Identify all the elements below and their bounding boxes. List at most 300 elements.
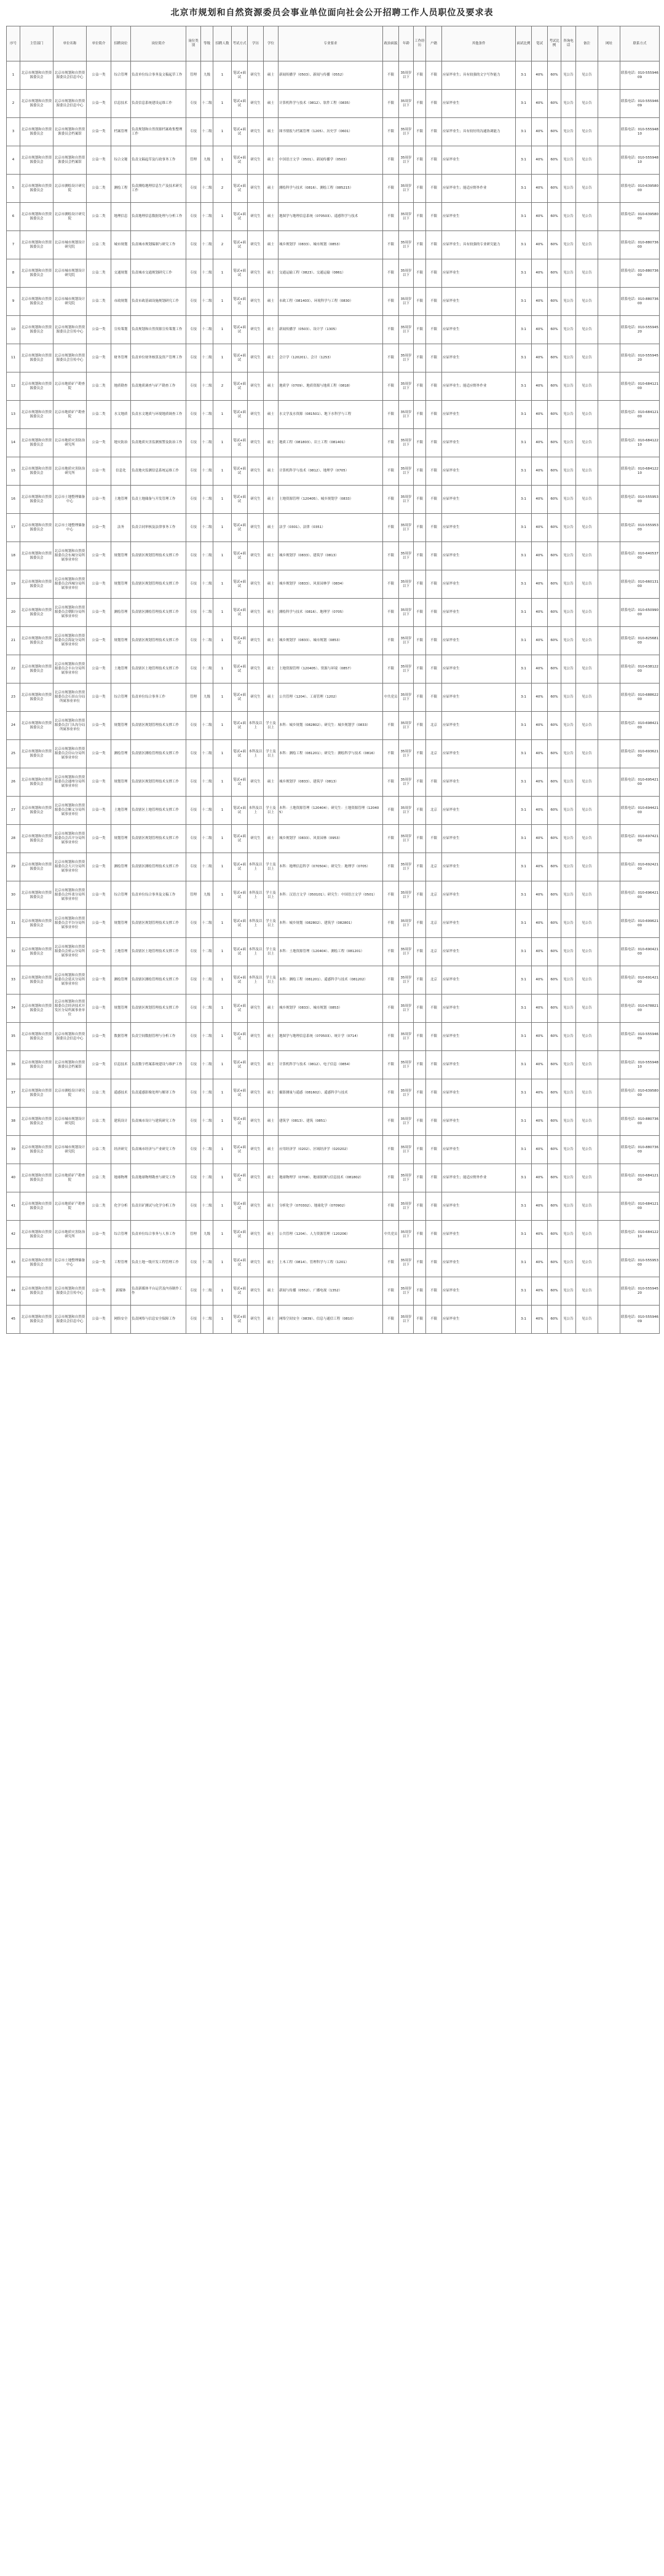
table-cell: 十二级 bbox=[201, 542, 213, 570]
table-cell: 1 bbox=[213, 401, 232, 429]
table-cell: 公益一类 bbox=[87, 825, 111, 853]
table-cell: 不限 bbox=[383, 203, 399, 231]
table-cell: 1 bbox=[213, 570, 232, 599]
table-cell: 1 bbox=[213, 90, 232, 118]
table-cell: 联系电话：010-68412100 bbox=[620, 401, 660, 429]
table-cell: 联系电话：010-69362100 bbox=[620, 740, 660, 768]
table-cell: 城乡规划学（0833）、建筑学（0813） bbox=[279, 768, 383, 797]
table-cell: 35周岁以下 bbox=[399, 712, 414, 740]
table-cell: 专技 bbox=[186, 1277, 201, 1306]
table-cell: 40% bbox=[532, 825, 548, 853]
column-header: 招聘人数 bbox=[213, 26, 232, 61]
table-cell: 1 bbox=[213, 514, 232, 542]
table-cell: 负责空间数据管理与分析工作 bbox=[131, 1023, 186, 1051]
table-cell: 负责辖区规划管理技术支撑工作 bbox=[131, 712, 186, 740]
table-cell: 1 bbox=[213, 1277, 232, 1306]
table-cell: 十二级 bbox=[201, 259, 213, 288]
table-cell: 负责辖区规划管理技术支撑工作 bbox=[131, 910, 186, 938]
table-cell: 北京市规划和自然资源委员会信息中心 bbox=[53, 90, 87, 118]
table-cell: 35周岁以下 bbox=[399, 966, 414, 995]
table-cell: 北京 bbox=[426, 712, 442, 740]
table-cell: 北京市规划和自然资源委员会 bbox=[20, 344, 53, 372]
table-cell bbox=[598, 1306, 620, 1334]
table-cell: 见公告 bbox=[576, 825, 598, 853]
table-cell: 应届毕业生 bbox=[442, 146, 516, 175]
table-cell: 专技 bbox=[186, 627, 201, 655]
table-cell: 应届毕业生 bbox=[442, 1192, 516, 1221]
table-cell: 3:1 bbox=[516, 570, 532, 599]
table-cell: 十二级 bbox=[201, 1306, 213, 1334]
table-cell: 1 bbox=[213, 995, 232, 1023]
table-cell: 笔试+面试 bbox=[232, 740, 248, 768]
table-cell: 硕士 bbox=[264, 570, 279, 599]
table-cell: 水文地质 bbox=[111, 401, 131, 429]
table-cell: 北京市地质矿产勘查院 bbox=[53, 372, 87, 401]
table-cell: 公益二类 bbox=[87, 288, 111, 316]
table-cell: 公益二类 bbox=[87, 175, 111, 203]
table-cell: 60% bbox=[548, 966, 561, 995]
table-cell: 3:1 bbox=[516, 853, 532, 881]
table-cell: 北京市规划和自然资源委员会 bbox=[20, 1164, 53, 1192]
table-cell bbox=[598, 231, 620, 259]
table-cell: 1 bbox=[213, 881, 232, 910]
table-cell: 北京市规划和自然资源委员会 bbox=[20, 825, 53, 853]
table-cell: 北京市规划和自然资源委员会 bbox=[20, 429, 53, 457]
table-cell: 1 bbox=[213, 1051, 232, 1079]
table-cell: 60% bbox=[548, 768, 561, 797]
table-cell: 1 bbox=[213, 797, 232, 825]
table-cell: 地理信息 bbox=[111, 203, 131, 231]
table-cell: 应届毕业生；能适应野外作业 bbox=[442, 372, 516, 401]
table-cell: 研究生 bbox=[248, 429, 264, 457]
table-cell: 北京市城市规划设计研究院 bbox=[53, 231, 87, 259]
table-cell: 不限 bbox=[414, 683, 426, 712]
table-cell: 公益一类 bbox=[87, 61, 111, 90]
table-cell: 应届毕业生 bbox=[442, 881, 516, 910]
table-cell: 40% bbox=[532, 740, 548, 768]
table-cell: 35周岁以下 bbox=[399, 401, 414, 429]
table-cell: 负责辖区土地管理技术支撑工作 bbox=[131, 797, 186, 825]
table-cell: 1 bbox=[213, 740, 232, 768]
table-row bbox=[7, 1277, 660, 1306]
table-cell: 专技 bbox=[186, 570, 201, 599]
table-cell: 北京市规划和自然资源委员会信息中心 bbox=[53, 1306, 87, 1334]
table-cell: 40% bbox=[532, 599, 548, 627]
table-cell: 见公告 bbox=[561, 655, 576, 683]
table-cell: 公益一类 bbox=[87, 514, 111, 542]
table-row bbox=[7, 995, 660, 1023]
table-cell: 十二级 bbox=[201, 740, 213, 768]
table-cell: 38 bbox=[7, 1108, 20, 1136]
table-cell: 35周岁以下 bbox=[399, 910, 414, 938]
table-cell: 40% bbox=[532, 853, 548, 881]
table-cell: 北京市规划和自然资源委员会 bbox=[20, 259, 53, 288]
table-cell bbox=[598, 938, 620, 966]
table-cell: 综合文秘 bbox=[111, 146, 131, 175]
table-cell: 笔试+面试 bbox=[232, 938, 248, 966]
table-cell: 硕士 bbox=[264, 175, 279, 203]
table-cell: 联系电话：010-69842100 bbox=[620, 712, 660, 740]
table-cell: 市政工程（081403）、环境科学与工程（0830） bbox=[279, 288, 383, 316]
table-cell: 35周岁以下 bbox=[399, 599, 414, 627]
table-row bbox=[7, 570, 660, 599]
table-cell: 40% bbox=[532, 712, 548, 740]
table-cell bbox=[598, 118, 620, 146]
table-cell: 水文学及水资源（081501）、地下水科学与工程 bbox=[279, 401, 383, 429]
table-cell: 35周岁以下 bbox=[399, 1023, 414, 1051]
table-cell bbox=[598, 853, 620, 881]
table-cell: 中国语言文学（0501）、新闻传播学（0503） bbox=[279, 146, 383, 175]
table-cell: 负责辖区测绘管理技术支撑工作 bbox=[131, 853, 186, 881]
table-cell: 专技 bbox=[186, 486, 201, 514]
table-cell: 公益一类 bbox=[87, 712, 111, 740]
table-cell: 十二级 bbox=[201, 1108, 213, 1136]
table-cell: 北京市规划和自然资源委员会信息中心 bbox=[53, 61, 87, 90]
table-cell: 公益一类 bbox=[87, 797, 111, 825]
table-cell: 11 bbox=[7, 344, 20, 372]
table-cell: 不限 bbox=[383, 995, 399, 1023]
table-cell: 公益二类 bbox=[87, 372, 111, 401]
table-cell: 新媒体 bbox=[111, 1277, 131, 1306]
table-cell: 硕士 bbox=[264, 995, 279, 1023]
table-cell: 交通规划 bbox=[111, 259, 131, 288]
table-cell: 35周岁以下 bbox=[399, 1221, 414, 1249]
table-cell: 北京市规划和自然资源委员会 bbox=[20, 966, 53, 995]
table-cell bbox=[598, 457, 620, 486]
table-cell bbox=[598, 203, 620, 231]
table-cell: 不限 bbox=[426, 570, 442, 599]
sheet bbox=[6, 0, 658, 1334]
table-cell: 不限 bbox=[383, 1023, 399, 1051]
column-header: 序号 bbox=[7, 26, 20, 61]
table-cell: 60% bbox=[548, 599, 561, 627]
table-cell: 见公告 bbox=[576, 90, 598, 118]
table-cell: 见公告 bbox=[561, 344, 576, 372]
table-cell: 公益一类 bbox=[87, 599, 111, 627]
table-row bbox=[7, 1023, 660, 1051]
table-cell: 1 bbox=[213, 542, 232, 570]
table-cell: 联系电话：010-69442100 bbox=[620, 797, 660, 825]
table-cell: 十二级 bbox=[201, 288, 213, 316]
table-cell: 不限 bbox=[426, 1306, 442, 1334]
table-cell: 负责地灾监测信息系统运维工作 bbox=[131, 457, 186, 486]
table-cell: 负责新媒体平台运营及内容制作工作 bbox=[131, 1277, 186, 1306]
table-cell: 九级 bbox=[201, 881, 213, 910]
table-cell: 规划管理 bbox=[111, 995, 131, 1023]
table-cell: 硕士 bbox=[264, 288, 279, 316]
table-cell: 3:1 bbox=[516, 542, 532, 570]
table-cell: 不限 bbox=[414, 768, 426, 797]
table-cell: 北京市规划和自然资源委员会 bbox=[20, 175, 53, 203]
table-cell: 北京市规划和自然资源委员会 bbox=[20, 486, 53, 514]
table-cell: 3:1 bbox=[516, 1306, 532, 1334]
table-cell: 不限 bbox=[426, 146, 442, 175]
table-cell: 3:1 bbox=[516, 1277, 532, 1306]
table-cell: 见公告 bbox=[561, 486, 576, 514]
table-cell: 硕士 bbox=[264, 401, 279, 429]
table-cell: 硕士 bbox=[264, 627, 279, 655]
table-cell: 见公告 bbox=[576, 966, 598, 995]
table-cell: 硕士 bbox=[264, 683, 279, 712]
table-cell: 不限 bbox=[383, 401, 399, 429]
table-cell: 60% bbox=[548, 118, 561, 146]
table-cell: 1 bbox=[213, 1108, 232, 1136]
table-cell: 不限 bbox=[414, 1221, 426, 1249]
table-cell: 应届毕业生 bbox=[442, 712, 516, 740]
table-cell: 3:1 bbox=[516, 61, 532, 90]
table-cell: 地质勘查 bbox=[111, 372, 131, 401]
table-cell: 笔试+面试 bbox=[232, 61, 248, 90]
table-cell: 35周岁以下 bbox=[399, 1164, 414, 1192]
table-cell: 应届毕业生 bbox=[442, 1221, 516, 1249]
table-cell: 测绘工程 bbox=[111, 175, 131, 203]
table-cell: 不限 bbox=[383, 514, 399, 542]
table-cell bbox=[598, 259, 620, 288]
table-cell: 专技 bbox=[186, 514, 201, 542]
table-cell: 公益二类 bbox=[87, 1108, 111, 1136]
table-cell: 研究生 bbox=[248, 486, 264, 514]
table-cell: 不限 bbox=[383, 1051, 399, 1079]
table-cell: 35周岁以下 bbox=[399, 853, 414, 881]
column-header: 专业要求 bbox=[279, 26, 383, 61]
table-cell: 见公告 bbox=[561, 599, 576, 627]
table-row bbox=[7, 797, 660, 825]
table-cell: 专技 bbox=[186, 1023, 201, 1051]
table-cell: 见公告 bbox=[576, 1136, 598, 1164]
table-cell: 60% bbox=[548, 344, 561, 372]
table-cell: 专技 bbox=[186, 797, 201, 825]
table-cell: 北京市土地整理储备中心 bbox=[53, 1249, 87, 1277]
table-cell: 应届毕业生 bbox=[442, 853, 516, 881]
table-cell: 专技 bbox=[186, 203, 201, 231]
table-cell: 见公告 bbox=[576, 853, 598, 881]
table-cell: 专技 bbox=[186, 90, 201, 118]
table-cell: 本科及以上 bbox=[248, 740, 264, 768]
table-cell: 笔试+面试 bbox=[232, 457, 248, 486]
table-cell: 负责辖区土地管理技术支撑工作 bbox=[131, 655, 186, 683]
table-cell: 城乡规划学（0833）、城市规划（0853） bbox=[279, 231, 383, 259]
table-cell: 负责单位财务核算及资产管理工作 bbox=[131, 344, 186, 372]
table-cell: 负责地理信息数据处理与分析工作 bbox=[131, 203, 186, 231]
table-cell: 宣传策划 bbox=[111, 316, 131, 344]
table-row bbox=[7, 910, 660, 938]
table-cell: 笔试+面试 bbox=[232, 1051, 248, 1079]
table-cell bbox=[598, 175, 620, 203]
table-cell: 北京市规划和自然资源委员会东城分局所属事业单位 bbox=[53, 542, 87, 570]
table-cell: 公共管理（1204）、工商管理（1202） bbox=[279, 683, 383, 712]
table-cell: 不限 bbox=[426, 90, 442, 118]
table-cell: 1 bbox=[213, 316, 232, 344]
table-cell: 笔试+面试 bbox=[232, 570, 248, 599]
table-cell: 见公告 bbox=[576, 344, 598, 372]
table-cell: 研究生 bbox=[248, 61, 264, 90]
table-cell: 联系电话：010-64053700 bbox=[620, 542, 660, 570]
table-cell: 十二级 bbox=[201, 344, 213, 372]
table-row bbox=[7, 401, 660, 429]
table-cell: 研究生 bbox=[248, 231, 264, 259]
table-cell: 见公告 bbox=[561, 881, 576, 910]
table-cell: 不限 bbox=[414, 344, 426, 372]
table-cell: 40% bbox=[532, 1051, 548, 1079]
table-cell bbox=[598, 966, 620, 995]
table-cell: 1 bbox=[213, 288, 232, 316]
table-cell: 土地管理 bbox=[111, 938, 131, 966]
table-cell: 专技 bbox=[186, 825, 201, 853]
table-cell: 见公告 bbox=[561, 372, 576, 401]
table-cell: 研究生 bbox=[248, 514, 264, 542]
table-cell: 不限 bbox=[414, 316, 426, 344]
table-cell: 北京市规划和自然资源委员会 bbox=[20, 61, 53, 90]
table-cell: 硕士 bbox=[264, 259, 279, 288]
table-cell: 综合管理 bbox=[111, 61, 131, 90]
table-cell: 学士及以上 bbox=[264, 712, 279, 740]
table-cell: 不限 bbox=[414, 938, 426, 966]
table-cell: 专技 bbox=[186, 1164, 201, 1192]
table-cell: 北京市城市规划设计研究院 bbox=[53, 1136, 87, 1164]
table-cell: 不限 bbox=[426, 1164, 442, 1192]
table-cell: 60% bbox=[548, 316, 561, 344]
table-cell: 硕士 bbox=[264, 90, 279, 118]
table-cell: 3:1 bbox=[516, 1249, 532, 1277]
table-cell: 规划管理 bbox=[111, 712, 131, 740]
table-cell: 联系电话：010-88073600 bbox=[620, 231, 660, 259]
table-cell: 不限 bbox=[414, 1164, 426, 1192]
table-cell: 19 bbox=[7, 570, 20, 599]
table-cell: 40% bbox=[532, 429, 548, 457]
table-cell: 地灾防治 bbox=[111, 429, 131, 457]
column-header: 学历 bbox=[248, 26, 264, 61]
table-cell: 图书情报与档案管理（1205）、历史学（0601） bbox=[279, 118, 383, 146]
table-cell: 35周岁以下 bbox=[399, 514, 414, 542]
table-cell: 不限 bbox=[426, 372, 442, 401]
table-cell: 35周岁以下 bbox=[399, 825, 414, 853]
table-cell: 4 bbox=[7, 146, 20, 175]
table-cell bbox=[598, 1249, 620, 1277]
table-row bbox=[7, 1249, 660, 1277]
table-cell: 35周岁以下 bbox=[399, 288, 414, 316]
table-cell: 60% bbox=[548, 1192, 561, 1221]
table-cell: 不限 bbox=[414, 1108, 426, 1136]
table-cell: 应届毕业生 bbox=[442, 570, 516, 599]
table-cell: 北京 bbox=[426, 881, 442, 910]
table-cell: 负责地球物理勘查与研究工作 bbox=[131, 1164, 186, 1192]
table-cell: 3:1 bbox=[516, 1023, 532, 1051]
table-cell: 不限 bbox=[414, 825, 426, 853]
table-cell: 1 bbox=[213, 457, 232, 486]
table-cell: 公益一类 bbox=[87, 1221, 111, 1249]
table-cell: 专技 bbox=[186, 542, 201, 570]
table-cell: 北京市规划和自然资源委员会 bbox=[20, 146, 53, 175]
table-cell: 应届毕业生 bbox=[442, 486, 516, 514]
table-cell: 见公告 bbox=[561, 146, 576, 175]
table-cell: 不限 bbox=[426, 61, 442, 90]
table-cell: 不限 bbox=[383, 457, 399, 486]
table-cell bbox=[598, 1164, 620, 1192]
table-cell: 硕士 bbox=[264, 655, 279, 683]
table-cell: 北京市规划和自然资源委员会 bbox=[20, 881, 53, 910]
table-cell: 负责测绘地理信息生产及技术研究工作 bbox=[131, 175, 186, 203]
table-cell bbox=[598, 910, 620, 938]
table-cell: 27 bbox=[7, 797, 20, 825]
table-cell: 32 bbox=[7, 938, 20, 966]
table-cell: 17 bbox=[7, 514, 20, 542]
table-cell: 北京市地质矿产勘查院 bbox=[53, 401, 87, 429]
table-cell: 硕士 bbox=[264, 429, 279, 457]
table-cell: 见公告 bbox=[576, 259, 598, 288]
table-cell: 应届毕业生 bbox=[442, 1249, 516, 1277]
table-cell: 北京市规划和自然资源委员会 bbox=[20, 1136, 53, 1164]
table-cell: 十二级 bbox=[201, 712, 213, 740]
table-cell: 研究生 bbox=[248, 288, 264, 316]
table-cell: 本科及以上 bbox=[248, 938, 264, 966]
table-cell: 不限 bbox=[414, 61, 426, 90]
table-cell: 不限 bbox=[414, 231, 426, 259]
table-row bbox=[7, 259, 660, 288]
table-cell: 研究生 bbox=[248, 1306, 264, 1334]
table-cell: 40% bbox=[532, 61, 548, 90]
table-cell: 十二级 bbox=[201, 175, 213, 203]
table-cell: 笔试+面试 bbox=[232, 486, 248, 514]
table-cell: 35周岁以下 bbox=[399, 146, 414, 175]
table-cell: 见公告 bbox=[576, 1277, 598, 1306]
table-cell: 3:1 bbox=[516, 966, 532, 995]
table-cell: 不限 bbox=[414, 1051, 426, 1079]
table-cell: 不限 bbox=[383, 175, 399, 203]
table-cell: 见公告 bbox=[561, 231, 576, 259]
table-cell: 不限 bbox=[383, 259, 399, 288]
table-cell: 公益二类 bbox=[87, 203, 111, 231]
table-cell: 公益二类 bbox=[87, 401, 111, 429]
table-cell: 十二级 bbox=[201, 372, 213, 401]
table-cell: 40% bbox=[532, 175, 548, 203]
table-cell: 见公告 bbox=[576, 1249, 598, 1277]
table-cell: 硕士 bbox=[264, 768, 279, 797]
table-cell: 见公告 bbox=[576, 1306, 598, 1334]
table-cell: 见公告 bbox=[561, 1277, 576, 1306]
table-cell: 35周岁以下 bbox=[399, 627, 414, 655]
table-cell: 信息化 bbox=[111, 457, 131, 486]
table-cell: 专技 bbox=[186, 712, 201, 740]
table-cell: 35周岁以下 bbox=[399, 683, 414, 712]
column-header: 其他条件 bbox=[442, 26, 516, 61]
table-cell bbox=[598, 1079, 620, 1108]
table-cell: 本科及以上 bbox=[248, 966, 264, 995]
table-cell: 北京市规划和自然资源委员会 bbox=[20, 401, 53, 429]
table-cell: 十二级 bbox=[201, 938, 213, 966]
table-cell bbox=[598, 1277, 620, 1306]
table-cell: 北京市规划和自然资源委员会 bbox=[20, 372, 53, 401]
table-cell: 35周岁以下 bbox=[399, 740, 414, 768]
table-cell: 见公告 bbox=[561, 712, 576, 740]
column-header: 招聘岗位 bbox=[111, 26, 131, 61]
table-cell: 1 bbox=[213, 768, 232, 797]
table-cell: 联系电话：010-55594520 bbox=[620, 316, 660, 344]
table-cell: 北京市规划和自然资源委员会 bbox=[20, 1221, 53, 1249]
table-cell: 见公告 bbox=[576, 61, 598, 90]
table-cell: 不限 bbox=[414, 655, 426, 683]
table-row bbox=[7, 712, 660, 740]
table-cell: 公益一类 bbox=[87, 1051, 111, 1079]
table-cell: 摄影测量与遥感（081602）、遥感科学与技术 bbox=[279, 1079, 383, 1108]
table-cell: 见公告 bbox=[576, 712, 598, 740]
table-cell: 研究生 bbox=[248, 175, 264, 203]
table-cell: 44 bbox=[7, 1277, 20, 1306]
table-cell: 测绘管理 bbox=[111, 966, 131, 995]
table-cell: 公益一类 bbox=[87, 344, 111, 372]
table-cell: 专技 bbox=[186, 1306, 201, 1334]
column-header: 考试比例 bbox=[548, 26, 561, 61]
table-cell: 40% bbox=[532, 1164, 548, 1192]
